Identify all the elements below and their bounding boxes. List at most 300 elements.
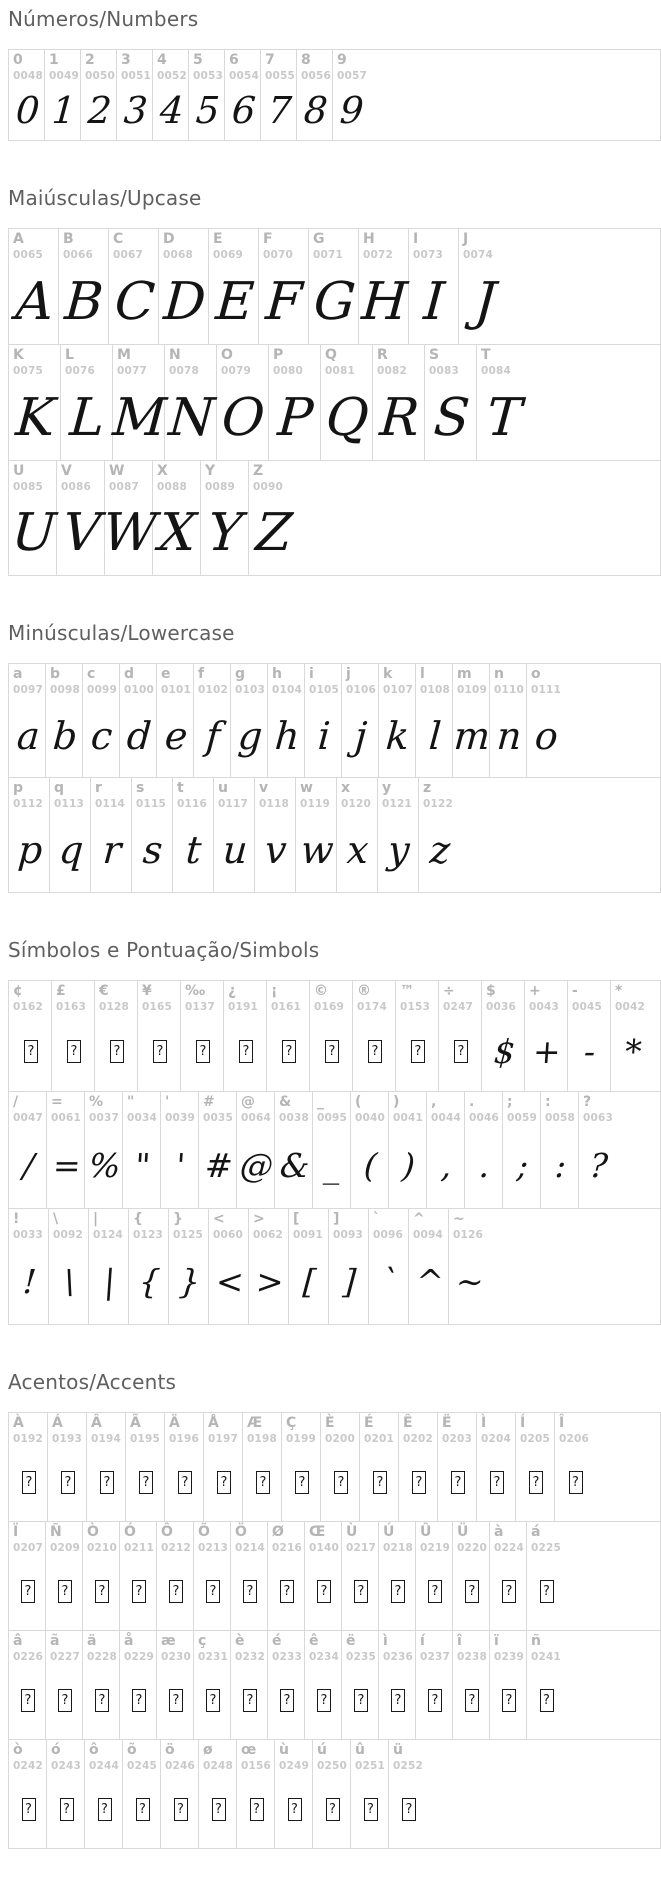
- glyph-preview: ]: [341, 1262, 358, 1301]
- glyph-area: [87, 1663, 117, 1737]
- char-cell: [46, 664, 83, 777]
- glyph-area: [50, 1554, 80, 1628]
- glyph-area: [50, 696, 80, 775]
- cell-char-label: !: [13, 1211, 20, 1227]
- cell-code-label: 0052: [157, 70, 188, 82]
- glyph-preview: 7: [266, 88, 293, 132]
- cell-code-label: 0153: [400, 1001, 431, 1013]
- char-cell: [527, 1522, 564, 1630]
- cell-char-label: E: [213, 231, 223, 247]
- glyph-preview: V: [60, 503, 103, 563]
- char-cell: [224, 981, 267, 1091]
- missing-glyph-box: ?: [402, 1798, 416, 1821]
- glyph-area: [163, 261, 206, 342]
- glyph-area: [403, 1445, 435, 1519]
- char-cell: [268, 1631, 305, 1739]
- glyph-area: [383, 696, 413, 775]
- glyph-area: [13, 1445, 45, 1519]
- glyph-area: [61, 493, 102, 573]
- char-cell: [199, 1740, 237, 1848]
- glyph-area: [157, 82, 186, 138]
- glyph-preview: I: [422, 271, 447, 332]
- cell-char-label: Ï: [13, 1524, 19, 1540]
- glyph-preview: :: [553, 1145, 568, 1185]
- char-cell: [209, 1209, 249, 1324]
- char-cell: [477, 1413, 516, 1521]
- glyph-preview: r: [101, 828, 123, 872]
- glyph-preview: q: [57, 828, 85, 872]
- cell-code-label: 0137: [185, 1001, 216, 1013]
- char-cell: [157, 664, 194, 777]
- char-row: [8, 344, 661, 461]
- missing-glyph-box: ?: [212, 1798, 226, 1821]
- glyph-preview: C: [112, 271, 157, 332]
- cell-code-label: 0125: [173, 1229, 204, 1241]
- glyph-area: [91, 1445, 123, 1519]
- cell-char-label: 7: [265, 52, 275, 68]
- cell-code-label: 0249: [279, 1760, 310, 1772]
- char-cell: [83, 1631, 120, 1739]
- glyph-preview: e: [163, 713, 189, 758]
- missing-glyph-box: ?: [295, 1471, 309, 1494]
- glyph-preview: 4: [158, 88, 185, 132]
- missing-glyph-box: ?: [451, 1471, 465, 1494]
- glyph-area: [52, 1445, 84, 1519]
- cell-code-label: 0128: [99, 1001, 130, 1013]
- glyph-area: [272, 1554, 302, 1628]
- cell-char-label: g: [235, 666, 246, 682]
- char-cell: [138, 981, 181, 1091]
- char-cell: [165, 345, 217, 460]
- glyph-area: [314, 1013, 350, 1089]
- char-cell: [9, 1413, 48, 1521]
- glyph-preview: x: [345, 828, 371, 872]
- cell-code-label: 0203: [442, 1433, 473, 1445]
- cell-char-label: Œ: [309, 1524, 326, 1540]
- glyph-area: [9, 493, 58, 573]
- char-cell: [321, 1413, 360, 1521]
- cell-char-label: C: [113, 231, 124, 247]
- glyph-area: [198, 1554, 228, 1628]
- cell-code-label: 0213: [198, 1542, 229, 1554]
- cell-code-label: 0200: [325, 1433, 356, 1445]
- cell-code-label: 0198: [247, 1433, 278, 1445]
- glyph-area: [507, 1124, 538, 1206]
- glyph-preview: R: [377, 387, 422, 448]
- glyph-area: [208, 1445, 240, 1519]
- glyph-area: [205, 493, 246, 573]
- glyph-area: [89, 1772, 120, 1846]
- missing-glyph-box: ?: [364, 1798, 378, 1821]
- missing-glyph-box: ?: [540, 1689, 554, 1712]
- cell-code-label: 0039: [165, 1112, 196, 1124]
- glyph-area: [100, 493, 159, 573]
- glyph-area: [400, 1013, 436, 1089]
- missing-glyph-box: ?: [136, 1798, 150, 1821]
- missing-glyph-box: ?: [169, 1689, 183, 1712]
- glyph-preview: Y: [206, 503, 245, 563]
- glyph-area: [341, 810, 375, 890]
- cell-char-label: ë: [346, 1633, 356, 1649]
- glyph-preview: t: [184, 828, 204, 872]
- cell-code-label: 0162: [13, 1001, 44, 1013]
- glyph-preview: o: [533, 713, 560, 758]
- char-cell: [225, 50, 261, 140]
- glyph-area: [213, 1241, 246, 1322]
- char-cell: [268, 664, 305, 777]
- cell-code-label: 0084: [481, 365, 512, 377]
- cell-char-label: S: [429, 347, 440, 363]
- glyph-preview: ': [174, 1145, 187, 1185]
- cell-code-label: 0248: [203, 1760, 234, 1772]
- cell-char-label: À: [13, 1415, 24, 1431]
- glyph-preview: $: [492, 1031, 516, 1071]
- glyph-preview: ?: [588, 1145, 610, 1185]
- cell-char-label: M: [117, 347, 131, 363]
- character-map-page: [8, 6, 661, 1849]
- char-cell: [249, 461, 297, 575]
- char-cell: [157, 1631, 194, 1739]
- cell-code-label: 0101: [161, 684, 192, 696]
- char-cell: [81, 50, 117, 140]
- missing-glyph-box: ?: [465, 1689, 479, 1712]
- cell-code-label: 0060: [213, 1229, 244, 1241]
- glyph-preview: d: [125, 713, 153, 758]
- glyph-preview: +: [531, 1031, 563, 1071]
- cell-code-label: 0214: [235, 1542, 266, 1554]
- cell-char-label: R: [377, 347, 388, 363]
- char-cell: [194, 664, 231, 777]
- char-row: [8, 1208, 661, 1325]
- section-upcase: [8, 185, 661, 576]
- glyph-preview: U: [9, 503, 58, 563]
- char-cell: [9, 981, 52, 1091]
- char-cell: [9, 1092, 47, 1208]
- missing-glyph-box: ?: [153, 1040, 167, 1063]
- glyph-area: [127, 1124, 158, 1206]
- cell-code-label: 0106: [346, 684, 377, 696]
- cell-char-label: Q: [325, 347, 337, 363]
- glyph-preview: j: [353, 713, 369, 758]
- glyph-preview: -: [583, 1031, 597, 1071]
- char-cell: [249, 1209, 289, 1324]
- cell-char-label: G: [313, 231, 325, 247]
- glyph-preview: {: [137, 1262, 162, 1301]
- cell-char-label: Ú: [383, 1524, 395, 1540]
- cell-char-label: £: [56, 983, 66, 999]
- missing-glyph-box: ?: [502, 1689, 516, 1712]
- glyph-preview: >: [254, 1262, 285, 1301]
- missing-glyph-box: ?: [368, 1040, 382, 1063]
- cell-code-label: 0116: [177, 798, 208, 810]
- cell-char-label: p: [13, 780, 24, 796]
- missing-glyph-box: ?: [58, 1580, 72, 1603]
- char-cell: [48, 1413, 87, 1521]
- missing-glyph-box: ?: [22, 1471, 36, 1494]
- glyph-area: [469, 1124, 500, 1206]
- glyph-area: [346, 1554, 376, 1628]
- glyph-area: [413, 1241, 446, 1322]
- missing-glyph-box: ?: [280, 1689, 294, 1712]
- char-cell: [153, 50, 189, 140]
- cell-code-label: 0069: [213, 249, 244, 261]
- cell-char-label: e: [161, 666, 171, 682]
- glyph-area: [203, 1772, 234, 1846]
- glyph-preview: u: [221, 828, 249, 872]
- cell-code-label: 0227: [50, 1651, 81, 1663]
- cell-code-label: 0083: [429, 365, 460, 377]
- cell-char-label: È: [325, 1415, 335, 1431]
- cell-code-label: 0224: [494, 1542, 525, 1554]
- char-cell: [87, 1413, 126, 1521]
- cell-char-label: -: [572, 983, 578, 999]
- glyph-preview: a: [15, 713, 41, 758]
- missing-glyph-box: ?: [391, 1689, 405, 1712]
- char-cell: [9, 664, 46, 777]
- glyph-area: [136, 810, 170, 890]
- glyph-area: [253, 1241, 286, 1322]
- glyph-area: [130, 1445, 162, 1519]
- glyph-preview: &: [278, 1145, 311, 1185]
- char-cell: [159, 229, 209, 344]
- cell-code-label: 0080: [273, 365, 304, 377]
- glyph-area: [124, 1554, 154, 1628]
- glyph-area: [13, 1013, 49, 1089]
- char-cell: [373, 345, 425, 460]
- glyph-preview: P: [275, 387, 316, 448]
- char-cell: [269, 345, 321, 460]
- glyph-area: [359, 261, 410, 342]
- cell-code-label: 0059: [507, 1112, 538, 1124]
- cell-code-label: 0126: [453, 1229, 484, 1241]
- cell-char-label: W: [109, 463, 125, 479]
- cell-char-label: #: [203, 1094, 215, 1110]
- cell-char-label: 2: [85, 52, 95, 68]
- cell-code-label: 0209: [50, 1542, 81, 1554]
- cell-char-label: {: [133, 1211, 143, 1227]
- char-cell: [45, 50, 81, 140]
- glyph-preview: E: [213, 271, 256, 332]
- char-cell: [342, 1522, 379, 1630]
- glyph-preview: c: [89, 713, 115, 758]
- cell-code-label: 0195: [130, 1433, 161, 1445]
- char-row: [8, 1630, 661, 1740]
- glyph-area: [133, 1241, 166, 1322]
- missing-glyph-box: ?: [317, 1689, 331, 1712]
- cell-char-label: 0: [13, 52, 23, 68]
- cell-code-label: 0073: [413, 249, 444, 261]
- cell-code-label: 0163: [56, 1001, 87, 1013]
- cell-code-label: 0230: [161, 1651, 192, 1663]
- char-cell: [9, 778, 50, 892]
- glyph-area: [203, 1124, 234, 1206]
- glyph-area: [165, 1124, 196, 1206]
- missing-glyph-box: ?: [334, 1471, 348, 1494]
- cell-code-label: 0063: [583, 1112, 614, 1124]
- cell-char-label: [: [293, 1211, 300, 1227]
- cell-code-label: 0034: [127, 1112, 158, 1124]
- missing-glyph-box: ?: [24, 1040, 38, 1063]
- char-cell: [525, 981, 568, 1091]
- char-cell: [126, 1413, 165, 1521]
- glyph-preview: s: [141, 828, 165, 872]
- cell-code-label: 0238: [457, 1651, 488, 1663]
- glyph-preview: _: [322, 1145, 343, 1185]
- cell-code-label: 0120: [341, 798, 372, 810]
- cell-char-label: s: [136, 780, 145, 796]
- cell-code-label: 0104: [272, 684, 303, 696]
- cell-char-label: i: [309, 666, 314, 682]
- char-cell: [611, 981, 654, 1091]
- cell-code-label: 0046: [469, 1112, 500, 1124]
- cell-code-label: 0242: [13, 1760, 44, 1772]
- char-cell: [313, 1092, 351, 1208]
- glyph-area: [142, 1013, 178, 1089]
- missing-glyph-box: ?: [354, 1689, 368, 1712]
- glyph-area: [51, 1124, 82, 1206]
- cell-char-label: I: [413, 231, 419, 247]
- cell-char-label: œ: [241, 1742, 257, 1758]
- char-cell: [169, 1209, 209, 1324]
- cell-char-label: d: [124, 666, 135, 682]
- cell-code-label: 0033: [13, 1229, 44, 1241]
- glyph-area: [161, 1554, 191, 1628]
- glyph-preview: |: [102, 1262, 117, 1301]
- cell-code-label: 0118: [259, 798, 290, 810]
- cell-char-label: o: [531, 666, 541, 682]
- char-cell: [9, 1209, 49, 1324]
- missing-glyph-box: ?: [95, 1580, 109, 1603]
- missing-glyph-box: ?: [391, 1580, 405, 1603]
- missing-glyph-box: ?: [288, 1798, 302, 1821]
- cell-code-label: 0079: [221, 365, 252, 377]
- glyph-preview: B: [63, 271, 106, 332]
- glyph-area: [545, 1124, 576, 1206]
- cell-code-label: 0174: [357, 1001, 388, 1013]
- cell-char-label: b: [50, 666, 61, 682]
- cell-char-label: Ä: [169, 1415, 180, 1431]
- cell-char-label: ó: [51, 1742, 61, 1758]
- glyph-preview: v: [263, 828, 289, 872]
- glyph-area: [13, 1772, 44, 1846]
- glyph-preview: 5: [194, 88, 221, 132]
- char-cell: [516, 1413, 555, 1521]
- glyph-area: [317, 1124, 348, 1206]
- cell-char-label: ]: [333, 1211, 340, 1227]
- char-cell: [91, 778, 132, 892]
- glyph-area: [238, 1124, 275, 1206]
- cell-char-label: ‰: [185, 983, 206, 999]
- cell-char-label: $: [486, 983, 496, 999]
- cell-char-label: â: [13, 1633, 23, 1649]
- char-cell: [305, 664, 342, 777]
- section-accents: [8, 1369, 661, 1849]
- char-cell: [282, 1413, 321, 1521]
- cell-code-label: 0092: [53, 1229, 84, 1241]
- cell-code-label: 0043: [529, 1001, 560, 1013]
- cell-code-label: 0228: [87, 1651, 118, 1663]
- glyph-area: [185, 1013, 221, 1089]
- char-cell: [477, 345, 529, 460]
- glyph-area: [87, 1554, 117, 1628]
- glyph-preview: [: [301, 1262, 318, 1301]
- char-cell: [165, 1413, 204, 1521]
- glyph-area: [346, 696, 376, 775]
- char-cell: [453, 664, 490, 777]
- char-cell: [9, 1631, 46, 1739]
- cell-code-label: 0156: [241, 1760, 272, 1772]
- char-cell: [329, 1209, 369, 1324]
- missing-glyph-box: ?: [502, 1580, 516, 1603]
- char-cell: [259, 229, 309, 344]
- char-cell: [214, 778, 255, 892]
- char-cell: [46, 1522, 83, 1630]
- glyph-area: [355, 1772, 386, 1846]
- cell-code-label: 0197: [208, 1433, 239, 1445]
- cell-char-label: 3: [121, 52, 131, 68]
- char-cell: [89, 1209, 129, 1324]
- cell-code-label: 0191: [228, 1001, 259, 1013]
- cell-char-label: r: [95, 780, 102, 796]
- glyph-area: [13, 377, 58, 458]
- glyph-area: [393, 1772, 425, 1846]
- glyph-area: [413, 261, 456, 342]
- missing-glyph-box: ?: [60, 1798, 74, 1821]
- missing-glyph-box: ?: [411, 1040, 425, 1063]
- cell-code-label: 0252: [393, 1760, 424, 1772]
- char-cell: [83, 664, 120, 777]
- char-cell: [416, 664, 453, 777]
- glyph-area: [431, 1124, 462, 1206]
- glyph-preview: S: [431, 387, 472, 448]
- cell-code-label: 0207: [13, 1542, 44, 1554]
- char-cell: [9, 1522, 46, 1630]
- cell-code-label: 0250: [317, 1760, 348, 1772]
- glyph-preview: k: [384, 713, 412, 758]
- glyph-preview: Z: [253, 503, 295, 563]
- cell-char-label: P: [273, 347, 284, 363]
- cell-char-label: î: [457, 1633, 462, 1649]
- char-cell: [201, 461, 249, 575]
- cell-code-label: 0082: [377, 365, 408, 377]
- cell-code-label: 0065: [13, 249, 44, 261]
- cell-code-label: 0062: [253, 1229, 284, 1241]
- char-cell: [117, 50, 153, 140]
- glyph-area: [13, 82, 42, 138]
- glyph-area: [325, 1445, 357, 1519]
- glyph-area: [161, 1663, 191, 1737]
- glyph-preview: 9: [338, 88, 366, 132]
- cell-code-label: 0057: [337, 70, 368, 82]
- section-title-lowercase: Minúsculas/Lowercase: [8, 621, 235, 645]
- cell-code-label: 0045: [572, 1001, 603, 1013]
- char-cell: [289, 1209, 329, 1324]
- char-cell: [123, 1740, 161, 1848]
- char-cell: [231, 1631, 268, 1739]
- glyph-preview: ;: [515, 1145, 530, 1185]
- glyph-area: [235, 1554, 265, 1628]
- char-cell: [490, 1631, 527, 1739]
- char-cell: [47, 1740, 85, 1848]
- cell-char-label: H: [363, 231, 375, 247]
- glyph-area: [51, 1772, 82, 1846]
- cell-code-label: 0091: [293, 1229, 324, 1241]
- char-cell: [83, 1522, 120, 1630]
- glyph-preview: A: [13, 271, 56, 332]
- cell-code-label: 0218: [383, 1542, 414, 1554]
- cell-code-label: 0115: [136, 798, 167, 810]
- char-cell: [50, 778, 91, 892]
